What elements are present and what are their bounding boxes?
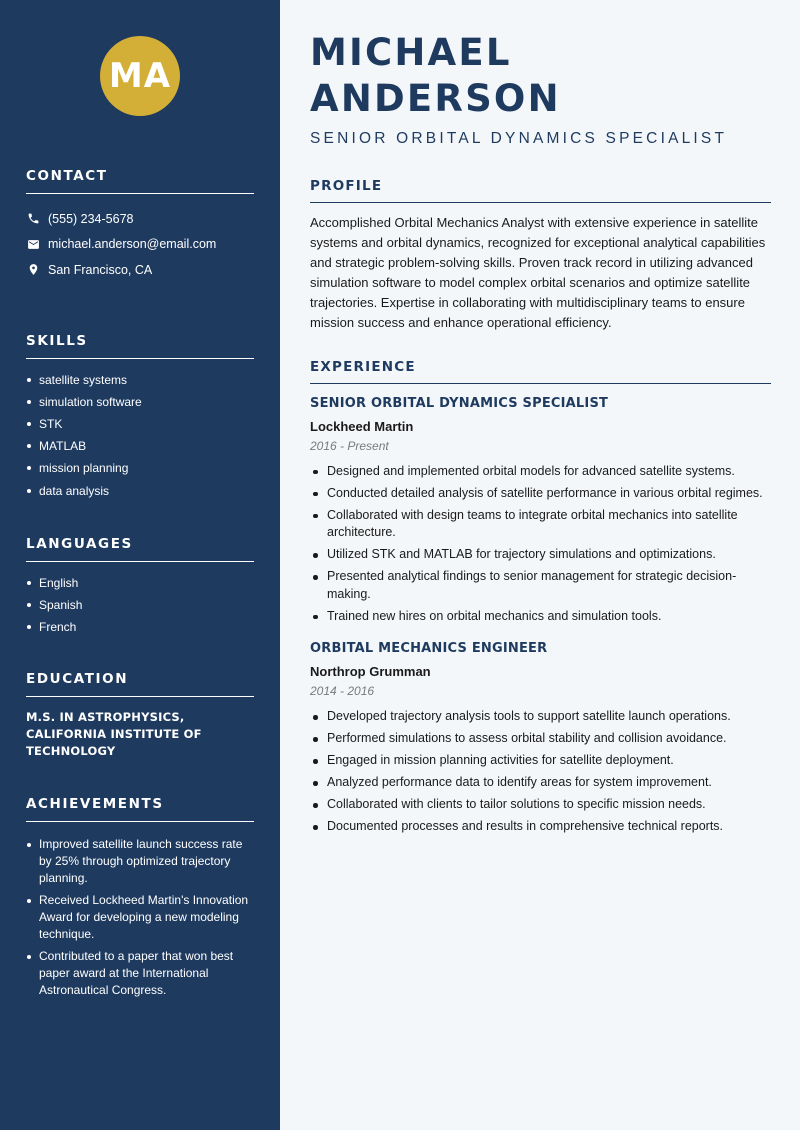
email-text: michael.anderson@email.com (48, 237, 217, 252)
skills-list (26, 369, 254, 502)
experience-heading: EXPERIENCE (310, 359, 771, 384)
skill-item: satellite systems (26, 369, 254, 391)
job-dates: 2014 - 2016 (310, 684, 375, 699)
job-bullets (310, 463, 771, 626)
achievements-list (26, 836, 254, 999)
job-title: ORBITAL MECHANICS ENGINEER (310, 641, 548, 657)
mail-icon (26, 237, 40, 251)
phone-icon (26, 212, 40, 226)
languages-section (26, 536, 254, 639)
avatar: MA (100, 36, 180, 116)
sidebar (0, 0, 280, 1130)
job-entry (310, 396, 771, 626)
candidate-name: MICHAEL ANDERSON (310, 31, 561, 120)
education-section (26, 671, 254, 760)
profile-heading: PROFILE (310, 178, 771, 203)
skill-item: simulation software (26, 391, 254, 413)
experience-section (310, 359, 771, 836)
job-company: Lockheed Martin (310, 418, 414, 434)
skill-item: STK (26, 413, 254, 435)
contact-email (26, 232, 254, 258)
contact-phone (26, 206, 254, 232)
job-title: SENIOR ORBITAL DYNAMICS SPECIALIST (310, 395, 609, 411)
contact-location (26, 257, 254, 283)
candidate-title: SENIOR ORBITAL DYNAMICS SPECIALIST (310, 130, 728, 147)
contact-section (26, 168, 254, 283)
achievement-item: Contributed to a paper that won best paper award at the International Astronautical Congress. (26, 948, 254, 999)
job-bullet: Performed simulations to assess orbital stability and collision avoidance. (310, 730, 771, 748)
profile-section (310, 178, 771, 334)
job-bullet: Documented processes and results in comprehensive technical reports. (310, 818, 771, 836)
achievements-section (26, 796, 254, 999)
skills-section (26, 333, 254, 502)
contact-heading: CONTACT (26, 168, 254, 194)
job-company: Northrop Grumman (310, 664, 431, 680)
location-pin-icon (26, 263, 40, 277)
job-bullet: Developed trajectory analysis tools to support satellite launch operations. (310, 708, 771, 726)
skill-item: mission planning (26, 457, 254, 479)
skill-item: data analysis (26, 480, 254, 502)
job-bullet: Analyzed performance data to identify areas for system improvement. (310, 774, 771, 792)
language-item: French (26, 616, 254, 638)
language-item: Spanish (26, 594, 254, 616)
contact-list (26, 206, 254, 283)
job-dates: 2016 - Present (310, 438, 389, 453)
achievement-item: Received Lockheed Martin's Innovation Award for developing a new modeling technique. (26, 892, 254, 943)
phone-text: (555) 234-5678 (48, 211, 134, 226)
skill-item: MATLAB (26, 435, 254, 457)
profile-text: Accomplished Orbital Mechanics Analyst with extensive experience in satellite systems and orbital dynamics, recognized for exceptional analytical capabilities and strategic problem-solving skills. Proven track record in utilizing advanced simulation software to model complex orbital scenarios and optimize satellite trajectories. Expertise in collaborating with multidisciplinary teams to ensure mission success and enhance operational efficiency. (310, 215, 766, 331)
job-bullet: Designed and implemented orbital models for advanced satellite systems. (310, 463, 771, 481)
skills-heading: SKILLS (26, 333, 254, 359)
job-bullet: Collaborated with clients to tailor solutions to specific mission needs. (310, 796, 771, 814)
achievements-heading: ACHIEVEMENTS (26, 796, 254, 822)
languages-list (26, 572, 254, 639)
education-heading: EDUCATION (26, 671, 254, 697)
education-degree: M.S. IN ASTROPHYSICS, CALIFORNIA INSTITUTE OF TECHNOLOGY (26, 710, 202, 759)
job-bullet: Engaged in mission planning activities for satellite deployment. (310, 752, 771, 770)
language-item: English (26, 572, 254, 594)
achievement-item: Improved satellite launch success rate by 25% through optimized trajectory planning. (26, 836, 254, 887)
main-content (280, 0, 800, 1130)
job-bullet: Presented analytical findings to senior management for strategic decision-making. (310, 568, 771, 603)
job-bullet: Collaborated with design teams to integrate orbital mechanics into satellite architecture. (310, 507, 771, 542)
languages-heading: LANGUAGES (26, 536, 254, 562)
job-bullet: Utilized STK and MATLAB for trajectory simulations and optimizations. (310, 546, 771, 564)
location-text: San Francisco, CA (48, 262, 153, 277)
job-bullet: Trained new hires on orbital mechanics and simulation tools. (310, 608, 771, 626)
job-bullets (310, 708, 771, 836)
job-entry (310, 641, 771, 836)
job-bullet: Conducted detailed analysis of satellite performance in various orbital regimes. (310, 485, 771, 503)
